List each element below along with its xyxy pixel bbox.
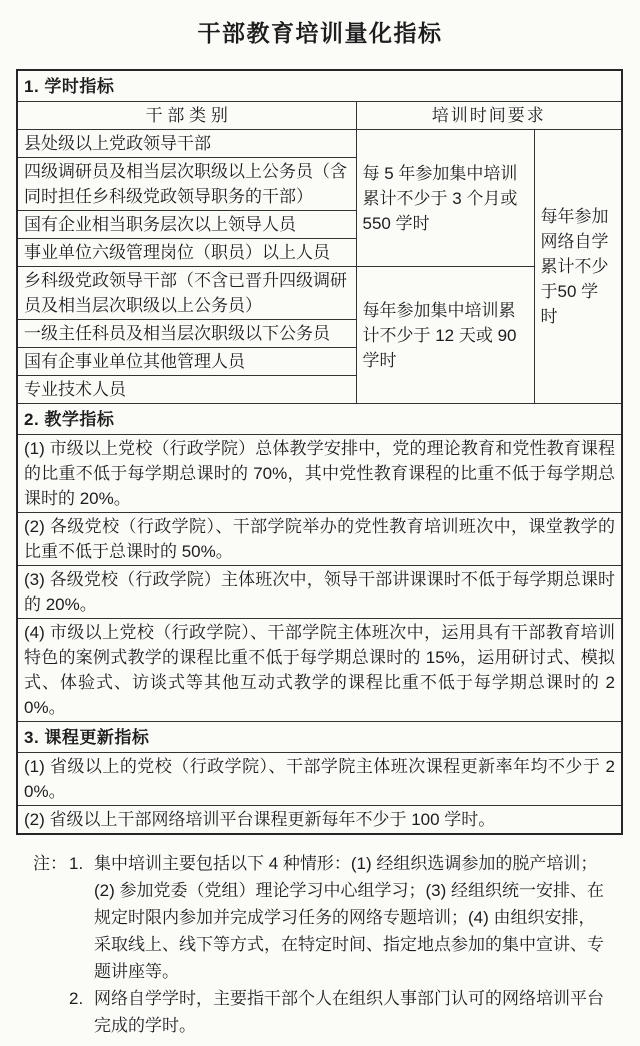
category-row-township-level: 乡科级党政领导干部（不含已晋升四级调研员及相当层次职级以上公务员） xyxy=(17,267,356,320)
category-row-institution-grade6: 事业单位六级管理岗位（职员）以上人员 xyxy=(17,239,356,267)
teaching-item-1: (1) 市级以上党校（行政学院）总体教学安排中，党的理论教育和党性教育课程的比重不低于每学期总课时的 70%，其中党性教育课程的比重不低于每学期总课时的 20%。 xyxy=(17,435,622,513)
category-row-professional-technical: 专业技术人员 xyxy=(17,376,356,404)
category-column-header: 干 部 类 别 xyxy=(17,102,356,130)
note-item-2 xyxy=(69,985,612,1039)
note-text: 集中培训主要包括以下 4 种情形：(1) 经组织选调参加的脱产培训；(2) 参加党委（党组）理论学习中心组学习；(3) 经组织统一安排、在规定时限内参加并完成学习任务的网络专题培训；(4) 由组织安排，采取线上、线下等方式，在特定时间、指定地点参加的集中宣讲、专题讲座等。 xyxy=(94,854,604,981)
note-text: 网络自学学时，主要指干部个人在组织人事部门认可的网络培训平台完成的学时。 xyxy=(94,989,604,1035)
notes-section xyxy=(33,850,612,1039)
online-selfstudy-cell: 每年参加网络自学累计不少于50 学时 xyxy=(534,130,622,404)
category-row-soe-leaders: 国有企业相当职务层次以上领导人员 xyxy=(17,211,356,239)
section1-header: 1. 学时指标 xyxy=(17,70,622,102)
category-row-principal-staff: 一级主任科员及相当层次职级以下公务员 xyxy=(17,320,356,348)
section2-header: 2. 教学指标 xyxy=(17,404,622,435)
section3-header: 3. 课程更新指标 xyxy=(17,722,622,753)
category-row-county-level: 县处级以上党政领导干部 xyxy=(17,130,356,158)
requirement-column-header: 培训时间要求 xyxy=(356,102,622,130)
note-number: 1. xyxy=(69,854,84,873)
indicator-table xyxy=(16,69,623,835)
teaching-item-4: (4) 市级以上党校（行政学院）、干部学院主体班次中，运用具有干部教育培训特色的案例式教学的课程比重不低于每学期总课时的 15%，运用研讨式、模拟式、体验式、访谈式等其他互动式教学的课程比重不低于每学期总课时的 20%。 xyxy=(17,619,622,722)
note-number: 2. xyxy=(69,989,84,1008)
category-row-researcher-grade4: 四级调研员及相当层次职级以上公务员（含同时担任乡科级党政领导职务的干部） xyxy=(17,158,356,211)
course-update-item-2: (2) 省级以上干部网络培训平台课程更新每年不少于 100 学时。 xyxy=(17,806,622,835)
teaching-item-3: (3) 各级党校（行政学院）主体班次中，领导干部讲课课时不低于每学期总课时的 20%。 xyxy=(17,566,622,619)
requirement-group1-cell: 每 5 年参加集中培训累计不少于 3 个月或 550 学时 xyxy=(356,130,534,267)
notes-label: 注： xyxy=(33,854,67,873)
page-title: 干部教育培训量化指标 xyxy=(197,20,443,46)
teaching-item-2: (2) 各级党校（行政学院）、干部学院举办的党性教育培训班次中，课堂教学的比重不低于总课时的 50%。 xyxy=(17,513,622,566)
note-item-1 xyxy=(69,850,612,985)
requirement-group2-cell: 每年参加集中培训累计不少于 12 天或 90 学时 xyxy=(356,267,534,404)
category-row-other-managers: 国有企事业单位其他管理人员 xyxy=(17,348,356,376)
course-update-item-1: (1) 省级以上的党校（行政学院）、干部学院主体班次课程更新率年均不少于 20%。 xyxy=(17,753,622,806)
notes-list xyxy=(69,850,612,1039)
